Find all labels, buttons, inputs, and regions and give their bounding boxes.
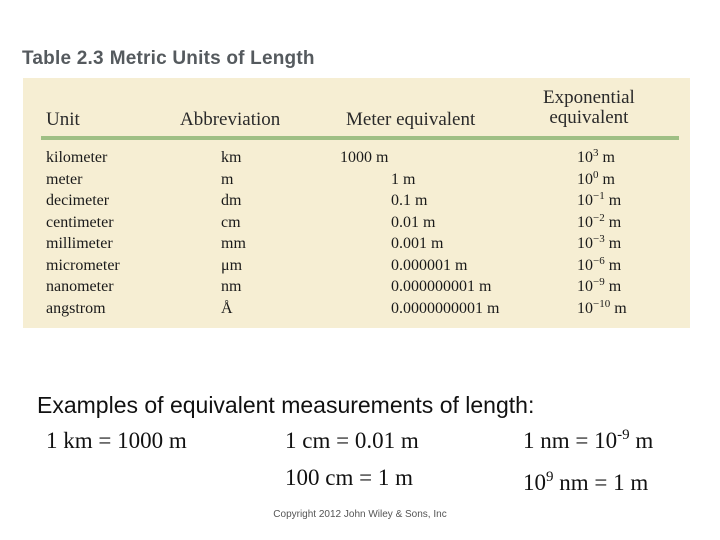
cell-meter-equivalent: 1 m [391,170,416,188]
exp-power: 3 [593,147,599,159]
cell-abbreviation: cm [221,213,241,231]
equation-100cm: 100 cm = 1 m [285,465,413,490]
equation-km: 1 km = 1000 m [46,428,187,453]
cell-exponential [577,298,627,320]
exp-power: −2 [593,211,605,224]
cell-unit: meter [46,170,83,188]
exp-power: −9 [593,276,605,288]
equation-nm [523,428,653,454]
exp-base: 10 [577,149,593,166]
table-row [23,190,690,212]
cell-abbreviation: km [221,149,242,166]
cell-exponential [577,169,615,191]
exp-power: −10 [593,297,611,310]
header-rule [41,136,679,140]
equation-cm: 1 cm = 0.01 m [285,428,419,453]
table-row [23,147,690,169]
cell-exponential [577,190,621,212]
header-exponential-line1: Exponential [543,87,635,108]
cell-unit: millimeter [46,235,113,252]
header-abbreviation: Abbreviation [180,109,281,130]
cell-unit: nanometer [46,278,114,295]
cell-unit: centimeter [46,213,114,231]
exp-unit: m [604,192,622,209]
cell-exponential [577,212,621,234]
cell-abbreviation: dm [221,192,242,209]
table-row [23,255,690,277]
table-body [23,147,690,319]
cell-meter-equivalent: 1000 m [340,149,389,166]
exp-unit: m [604,213,622,231]
cell-meter-equivalent: 0.000000001 m [391,278,492,295]
cell-meter-equivalent: 0.0000000001 m [391,299,500,317]
table-row [23,212,690,234]
equation-nm-unit: m [629,428,654,453]
exp-base: 10 [577,278,593,295]
exp-power: −1 [593,190,605,202]
table-row [23,233,690,255]
cell-unit: decimeter [46,192,110,209]
copyright-notice: Copyright 2012 John Wiley & Sons, Inc [273,509,447,520]
equation-nm-base: 1 nm = 10 [523,428,618,453]
table-number: Table 2.3 [22,48,104,69]
exp-unit: m [598,170,615,188]
examples-heading: Examples of equivalent measurements of length: [37,392,535,418]
equation-nm2-base: 10 [523,470,546,495]
equation-nm2-rest: nm = 1 m [553,470,649,495]
cell-abbreviation: m [221,170,234,188]
exp-power: 0 [593,168,599,181]
cell-exponential [577,147,615,169]
cell-exponential [577,233,621,255]
cell-unit: micrometer [46,256,120,274]
table-title-text: Metric Units of Length [109,48,315,69]
table-row [23,298,690,320]
exp-base: 10 [577,256,593,274]
cell-meter-equivalent: 0.001 m [391,235,444,252]
exp-unit: m [604,235,622,252]
header-exponential-line2: equivalent [549,107,629,128]
units-table [23,78,690,328]
exp-power: −3 [593,233,605,245]
exp-unit: m [604,278,622,295]
cell-abbreviation: nm [221,278,242,295]
exp-unit: m [598,149,615,166]
cell-meter-equivalent: 0.000001 m [391,256,468,274]
cell-abbreviation: μm [221,256,243,274]
cell-exponential [577,255,621,277]
table-row [23,276,690,298]
exp-base: 10 [577,235,593,252]
exp-unit: m [604,256,622,274]
equation-nm-power: -9 [617,427,630,443]
table-row [23,169,690,191]
cell-meter-equivalent: 0.01 m [391,213,436,231]
cell-meter-equivalent: 0.1 m [391,192,428,209]
exp-base: 10 [577,192,593,209]
cell-unit: angstrom [46,299,106,317]
exp-base: 10 [577,213,593,231]
header-exponential-equivalent [543,88,635,128]
exp-base: 10 [577,299,593,317]
equation-nm2-power: 9 [546,469,554,485]
cell-unit: kilometer [46,149,108,166]
cell-abbreviation: Å [221,299,233,317]
header-unit: Unit [46,109,80,130]
cell-exponential [577,276,621,298]
table-title [22,48,315,70]
cell-abbreviation: mm [221,235,246,252]
header-meter-equivalent: Meter equivalent [346,109,476,130]
exp-base: 10 [577,170,593,188]
exp-power: −6 [593,254,605,267]
exp-unit: m [610,299,627,317]
equation-nm-inverse [523,470,648,496]
